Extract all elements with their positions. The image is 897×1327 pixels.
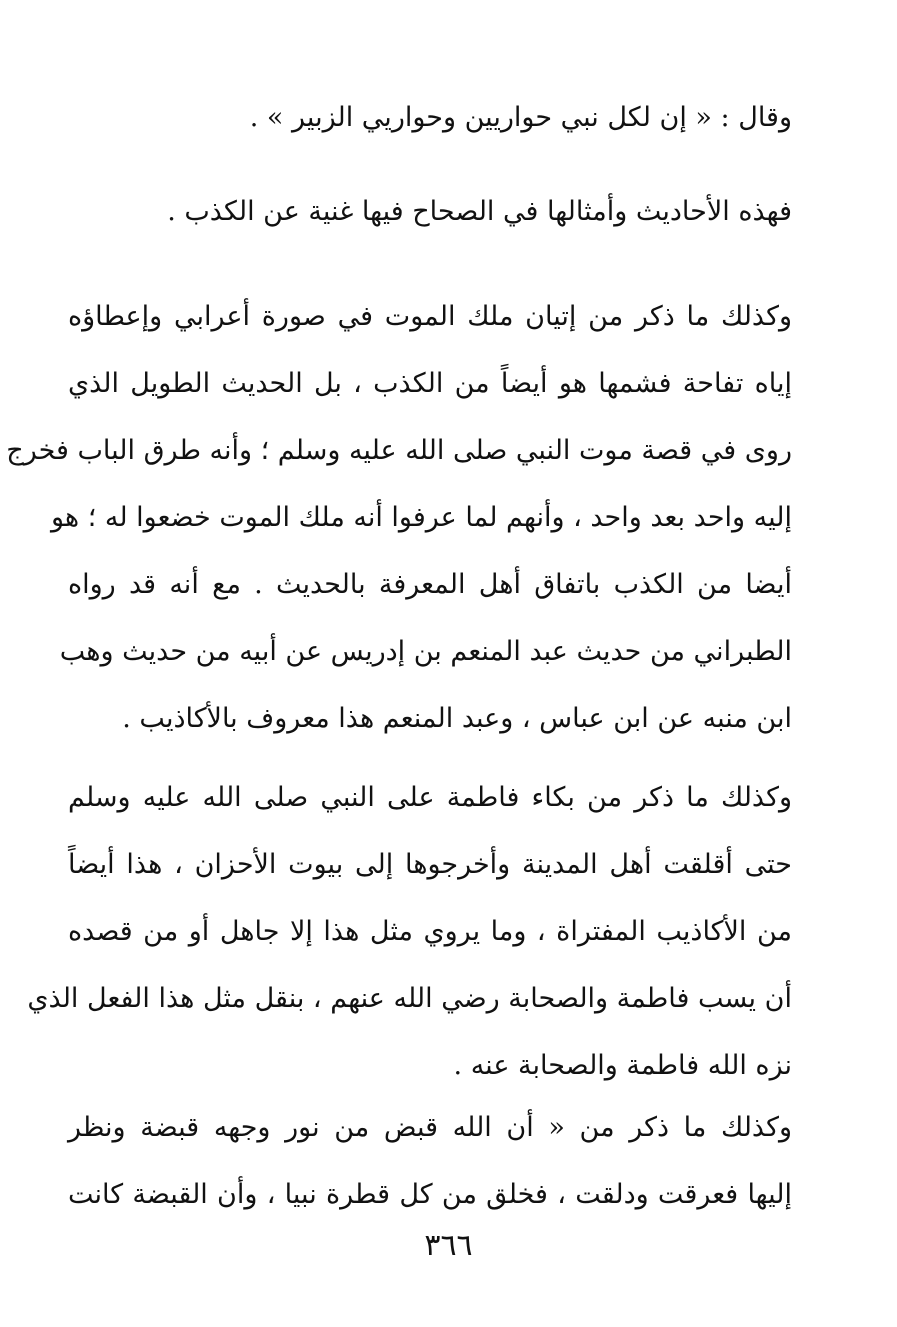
text-line: ابن منبه عن ابن عباس ، وعبد المنعم هذا معروف بالأكاذيب . bbox=[122, 703, 792, 734]
text-line: وكذلك ما ذكر من بكاء فاطمة على النبي صلى الله عليه وسلم bbox=[68, 782, 792, 813]
text-line: حتى أقلقت أهل المدينة وأخرجوها إلى بيوت الأحزان ، هذا أيضاً bbox=[68, 849, 792, 880]
text-line: إليها فعرقت ودلقت ، فخلق من كل قطرة نبيا ، وأن القبضة كانت bbox=[68, 1179, 792, 1210]
text-line: إياه تفاحة فشمها هو أيضاً من الكذب ، بل الحديث الطويل الذي bbox=[68, 368, 792, 399]
paragraph-sahih-hadiths bbox=[68, 178, 792, 245]
paragraph-handful-of-light bbox=[68, 1094, 792, 1228]
text-line: روى في قصة موت النبي صلى الله عليه وسلم ؛ وأنه طرق الباب فخرج bbox=[6, 435, 792, 466]
text-line: أن يسب فاطمة والصحابة رضي الله عنهم ، بنقل مثل هذا الفعل الذي bbox=[27, 983, 792, 1014]
text-line: نزه الله فاطمة والصحابة عنه . bbox=[453, 1050, 792, 1081]
text-line: وقال : « إن لكل نبي حواريين وحواريي الزبير » . bbox=[249, 102, 792, 133]
text-line: أيضا من الكذب باتفاق أهل المعرفة بالحديث . مع أنه قد رواه bbox=[68, 569, 792, 600]
text-line: الطبراني من حديث عبد المنعم بن إدريس عن أبيه من حديث وهب bbox=[59, 636, 792, 667]
text-line: إليه واحد بعد واحد ، وأنهم لما عرفوا أنه ملك الموت خضعوا له ؛ هو bbox=[50, 502, 792, 533]
paragraph-quote-zubair bbox=[68, 84, 792, 151]
text-line: وكذلك ما ذكر من إتيان ملك الموت في صورة أعرابي وإعطاؤه bbox=[68, 301, 792, 332]
text-line: وكذلك ما ذكر من « أن الله قبض من نور وجهه قبضة ونظر bbox=[68, 1112, 792, 1143]
page-number: ٣٦٦ bbox=[424, 1228, 473, 1263]
text-line: فهذه الأحاديث وأمثالها في الصحاح فيها غنية عن الكذب . bbox=[167, 196, 792, 227]
paragraph-angel-of-death bbox=[6, 283, 792, 752]
text-line: من الأكاذيب المفتراة ، وما يروي مثل هذا إلا جاهل أو من قصده bbox=[68, 916, 792, 947]
paragraph-fatima-weeping bbox=[27, 764, 792, 1099]
